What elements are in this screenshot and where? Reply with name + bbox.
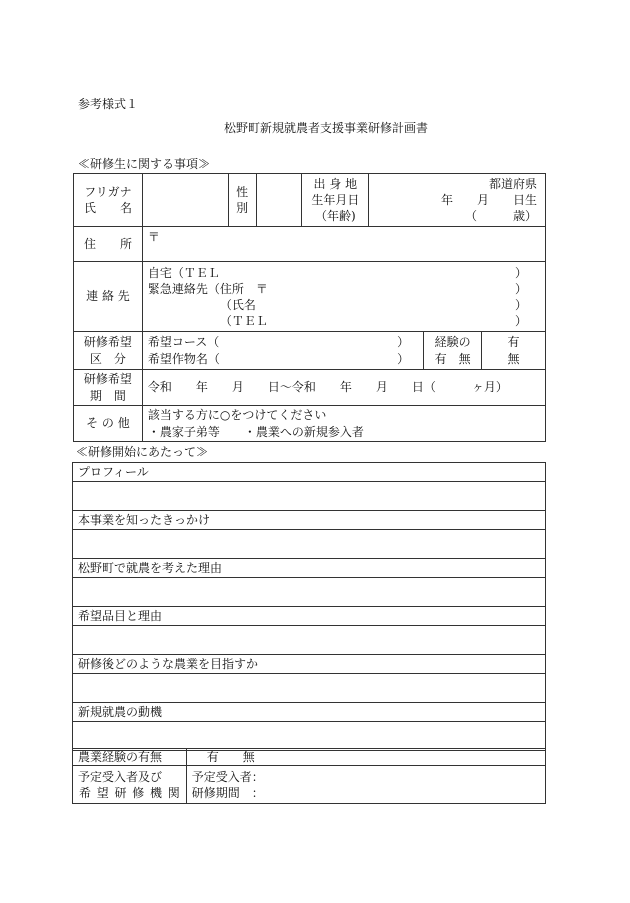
question-row [73,559,546,578]
age-label: （年齢) [315,209,356,224]
experience-yes[interactable]: 有 [507,335,520,350]
answer-input[interactable] [73,482,546,511]
form-number: 参考様式１ [78,97,139,111]
crop-line [148,351,423,367]
address-input[interactable] [142,227,545,262]
birthplace-label: 出 身 地 [313,176,358,191]
host-label-bottom: 希望研修機関 [79,785,180,800]
contact-line-emergency [148,281,545,297]
answer-row [73,482,546,511]
period-label-bottom: 期 間 [89,388,126,403]
crop-label: 希望作物名（ [147,351,220,366]
question-label: 松野町で就農を考えた理由 [73,559,546,578]
host-period-label: 研修期間 ： [191,785,264,800]
name-label-cell [74,174,143,227]
contact-input[interactable] [142,262,545,332]
question-label: 本事業を知ったきっかけ [73,511,546,530]
other-options[interactable]: ・農家子弟等 ・農業への新規参入者 [147,424,364,439]
sex-label-top: 性 [236,184,249,199]
category-input[interactable] [142,332,423,370]
sex-label-bottom: 別 [236,201,249,215]
answer-row [73,626,546,655]
answer-row [73,722,546,751]
contact-line-home [148,265,545,281]
questions-table [72,462,546,751]
course-line [148,334,423,350]
close-paren: ） [514,297,527,312]
postal-mark: 〒 [147,230,160,244]
close-paren: ） [397,351,410,366]
question-label: プロフィール [73,463,546,482]
course-label: 希望コース（ [147,335,220,350]
birth-label-cell [302,174,369,227]
host-label-cell [73,766,187,804]
category-label-top: 研修希望 [83,335,132,350]
address-row [74,227,546,262]
experience-label-bottom: 有 無 [434,351,471,366]
sex-label-cell [228,174,256,227]
close-paren: ） [514,265,527,280]
category-row [74,332,546,370]
host-row [73,766,546,804]
host-input[interactable] [186,766,545,804]
experience-options[interactable] [482,332,546,370]
birthdate-label: 生年月日 [311,192,360,207]
period-label-cell [74,370,143,406]
trainee-info-table [73,173,546,332]
home-tel-label: 自宅（ＴＥＬ [147,265,220,280]
sex-input[interactable] [256,174,302,227]
farming-experience-row [73,749,546,766]
experience-label-top: 経験の [434,335,471,350]
other-row [74,406,546,442]
host-recipient-label: 予定受入者： [191,769,264,784]
name-row [74,174,546,227]
question-label: 研修後どのような農業を目指すか [73,655,546,674]
answer-input[interactable] [73,626,546,655]
contact-row [74,262,546,332]
name-label: 氏 名 [83,201,132,215]
furigana-label: フリガナ [84,184,132,199]
contact-line-tel [148,313,545,329]
question-label: 新規就農の動機 [73,703,546,722]
answer-row [73,578,546,607]
period-input[interactable]: 令和 年 月 日〜令和 年 月 日（ ヶ月） [142,370,545,406]
question-row [73,703,546,722]
question-label: 希望品目と理由 [73,607,546,626]
other-input[interactable] [142,406,545,442]
answer-row [73,674,546,703]
close-paren: ） [397,335,410,350]
name-input[interactable] [142,174,228,227]
other-label: そ の 他 [74,406,143,442]
question-row [73,655,546,674]
section-heading-start: ≪研修開始にあたって≫ [76,445,209,459]
contact-label: 連 絡 先 [74,262,143,332]
category-label-cell [74,332,143,370]
answer-input[interactable] [73,578,546,607]
answer-input[interactable] [73,530,546,559]
birth-input[interactable] [369,174,546,227]
page-title: 松野町新規就農者支援事業研修計画書 [223,121,428,135]
answer-input[interactable] [73,722,546,751]
address-label: 住 所 [74,227,143,262]
experience-host-table [72,748,546,804]
answer-row [73,530,546,559]
age-format: （ 歳） [464,209,537,224]
experience-no[interactable]: 無 [507,351,520,366]
emergency-tel-label: （ＴＥＬ [219,313,268,328]
prefecture-text: 都道府県 [488,176,537,191]
training-request-table [73,331,546,442]
category-label-bottom: 区 分 [89,351,126,366]
period-row [74,370,546,406]
emergency-name-label: （氏名 [219,297,256,312]
question-row [73,511,546,530]
farming-experience-label: 農業経験の有無 [73,749,187,766]
answer-input[interactable] [73,674,546,703]
close-paren: ） [514,281,527,296]
period-label-top: 研修希望 [83,372,132,387]
question-row [73,607,546,626]
host-label-top: 予定受入者及び [78,769,163,784]
question-row [73,463,546,482]
birthdate-format: 年 月 日生 [440,192,537,207]
other-instruction: 該当する方に○をつけてください [147,408,327,423]
close-paren: ） [514,313,527,328]
experience-label-cell [424,332,482,370]
emergency-address-label: 緊急連絡先（住所 〒 [147,281,268,296]
contact-line-name [148,297,545,313]
section-heading-trainee: ≪研修生に関する事項≫ [78,157,211,171]
farming-experience-options[interactable]: 有 無 [186,749,545,766]
